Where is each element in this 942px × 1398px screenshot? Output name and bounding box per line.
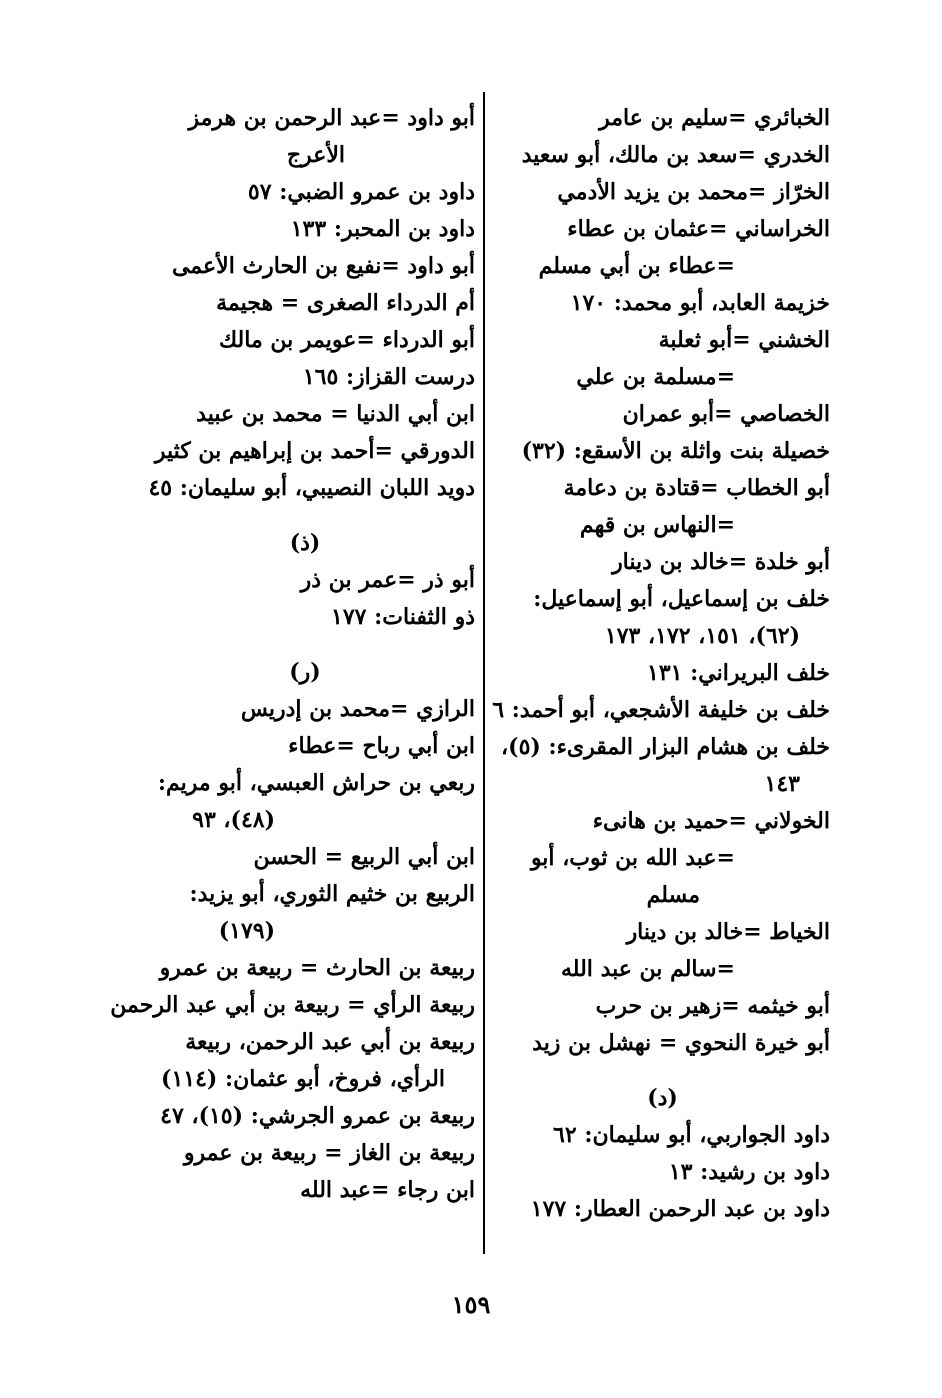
entry-line: الخرّاز =محمد بن يزيد الأدمي bbox=[557, 179, 830, 205]
entry-line: =النهاس بن قهم bbox=[579, 512, 735, 538]
entry-line: خصيلة بنت واثلة بن الأسقع: (٣٢) bbox=[521, 438, 830, 464]
page-number: ١٥٩ bbox=[451, 1290, 491, 1319]
entry-line: الخشني =أبو ثعلبة bbox=[658, 327, 830, 353]
entry-line: أبو داود =عبد الرحمن بن هرمز bbox=[188, 105, 475, 131]
entry-line: خلف بن إسماعيل، أبو إسماعيل: bbox=[533, 586, 830, 612]
entry-line: الربيع بن خثيم الثوري، أبو يزيد: bbox=[189, 881, 475, 907]
entry-line: داود بن عبد الرحمن العطار: ١٧٧ bbox=[530, 1196, 830, 1222]
entry-line: ابن أبي الربيع = الحسن bbox=[253, 844, 475, 870]
entry-line: خلف بن هشام البزار المقرىء: (٥)، bbox=[501, 734, 830, 760]
entry-line: الأعرج bbox=[286, 142, 345, 168]
entry-line: دويد اللبان النصيبي، أبو سليمان: ٤٥ bbox=[148, 475, 475, 501]
entry-line: =سالم بن عبد الله bbox=[561, 956, 735, 982]
entry-line: أبو خلدة =خالد بن دينار bbox=[612, 549, 830, 575]
entry-line: ربيعة بن الحارث = ربيعة بن عمرو bbox=[159, 955, 475, 981]
entry-line: الخبائري =سليم بن عامر bbox=[599, 105, 830, 131]
entry-line: أبو الخطاب =قتادة بن دعامة bbox=[563, 475, 830, 501]
entry-line: ابن أبي الدنيا = محمد بن عبيد bbox=[196, 401, 475, 427]
section-heading: (د) bbox=[647, 1085, 678, 1111]
entry-line: ربيعة بن عمرو الجرشي: (١٥)، ٤٧ bbox=[160, 1103, 475, 1129]
entry-line: (٦٢)، ١٥١، ١٧٢، ١٧٣ bbox=[604, 623, 800, 649]
entry-line: الدورقي =أحمد بن إبراهيم بن كثير bbox=[154, 438, 475, 464]
column-divider bbox=[483, 92, 485, 1254]
entry-line: =عطاء بن أبي مسلم bbox=[538, 253, 735, 279]
entry-line: ابن رجاء =عبد الله bbox=[300, 1177, 475, 1203]
entry-line: خزيمة العابد، أبو محمد: ١٧٠ bbox=[570, 290, 830, 316]
entry-line: أبو ذر =عمر بن ذر bbox=[300, 567, 475, 593]
entry-line: الرازي =محمد بن إدريس bbox=[240, 696, 475, 722]
entry-line: الخدري =سعد بن مالك، أبو سعيد bbox=[521, 142, 830, 168]
entry-line: الرأي، فروخ، أبو عثمان: (١١٤) bbox=[161, 1066, 445, 1092]
entry-line: أم الدرداء الصغرى = هجيمة bbox=[216, 290, 475, 316]
left-column bbox=[110, 100, 475, 1209]
entry-line: أبو خيرة النحوي = نهشل بن زيد bbox=[532, 1030, 830, 1056]
entry-line: (٤٨)، ٩٣ bbox=[192, 807, 275, 833]
spacer bbox=[495, 1062, 830, 1080]
entry-line: ١٤٣ bbox=[764, 771, 800, 797]
entry-line: داود بن عمرو الضبي: ٥٧ bbox=[247, 179, 475, 205]
entry-line: أبو داود =نفيع بن الحارث الأعمى bbox=[171, 253, 475, 279]
entry-line: =عبد الله بن ثوب، أبو bbox=[530, 845, 735, 871]
entry-line: الخياط =خالد بن دينار bbox=[626, 919, 830, 945]
entry-line: خلف بن خليفة الأشجعي، أبو أحمد: ٦ bbox=[492, 697, 830, 723]
entry-line: درست القزاز: ١٦٥ bbox=[302, 364, 475, 390]
entry-line: داود بن المحبر: ١٣٣ bbox=[290, 216, 475, 242]
entry-line: ذو الثفنات: ١٧٧ bbox=[331, 604, 475, 630]
entry-line: ربعي بن حراش العبسي، أبو مريم: bbox=[157, 770, 475, 796]
entry-line: الخراساني =عثمان بن عطاء bbox=[567, 216, 830, 242]
spacer bbox=[135, 636, 475, 654]
entry-line: ربيعة بن أبي عبد الرحمن، ربيعة bbox=[185, 1029, 475, 1055]
spacer bbox=[135, 507, 475, 525]
entry-line: ابن أبي رباح =عطاء bbox=[288, 733, 475, 759]
entry-line: أبو خيثمه =زهير بن حرب bbox=[595, 993, 830, 1019]
entry-line: أبو الدرداء =عويمر بن مالك bbox=[219, 327, 475, 353]
entry-line: ربيعة بن الغاز = ربيعة بن عمرو bbox=[183, 1140, 475, 1166]
section-heading: (ر) bbox=[289, 659, 321, 685]
entry-line: خلف البريراني: ١٣١ bbox=[647, 660, 830, 686]
section-heading: (ذ) bbox=[289, 530, 321, 556]
entry-line: =مسلمة بن علي bbox=[576, 364, 735, 390]
entry-line: الخصاصي =أبو عمران bbox=[622, 401, 830, 427]
entry-line: الخولاني =حميد بن هانىء bbox=[592, 808, 830, 834]
right-column bbox=[492, 100, 830, 1228]
entry-line: داود الجواربي، أبو سليمان: ٦٢ bbox=[553, 1122, 830, 1148]
entry-line: (١٧٩) bbox=[218, 918, 275, 944]
entry-line: مسلم bbox=[646, 882, 700, 908]
entry-line: ربيعة الرأي = ربيعة بن أبي عبد الرحمن bbox=[110, 992, 475, 1018]
entry-line: داود بن رشيد: ١٣ bbox=[668, 1159, 830, 1185]
